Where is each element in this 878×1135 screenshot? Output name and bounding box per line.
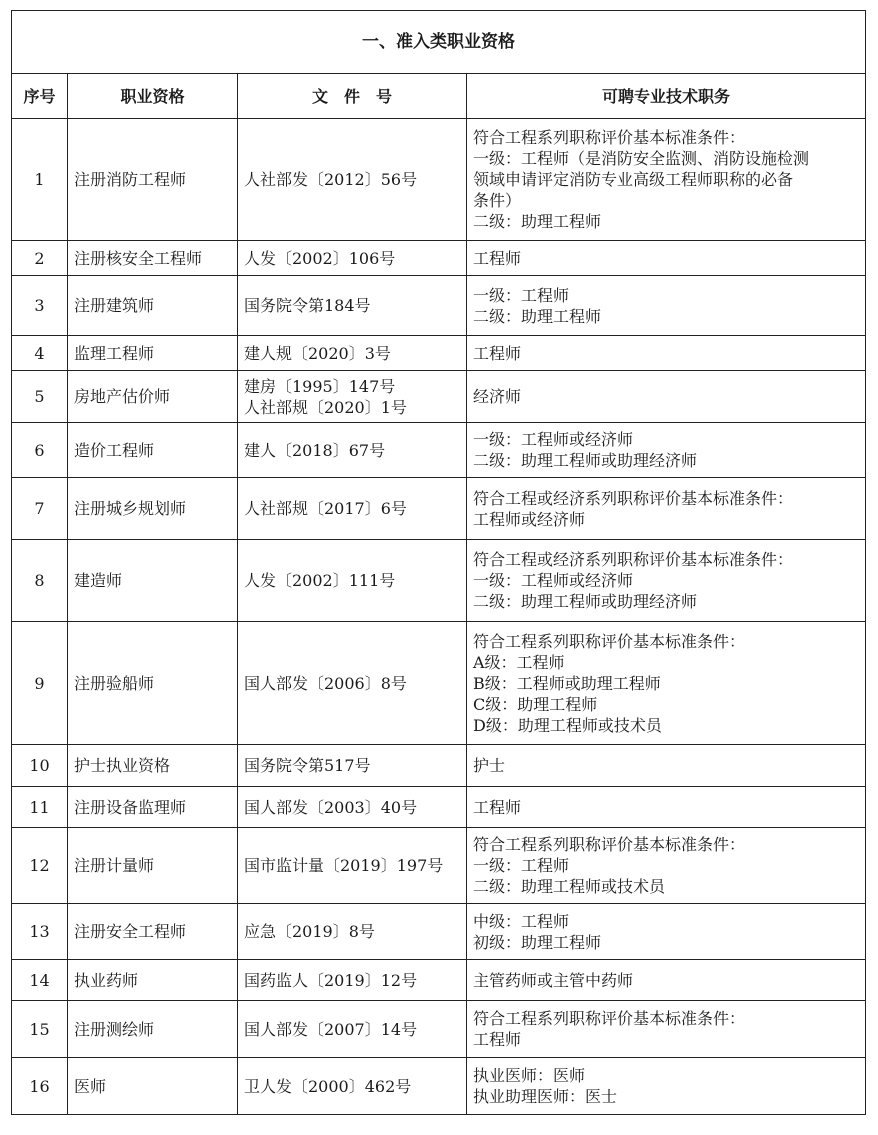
duty-cell <box>467 745 866 787</box>
duty-line: 二级：助理工程师或助理经济师 <box>473 592 698 611</box>
duty-line: 执业医师：医师 <box>473 1066 586 1085</box>
qualification-table <box>11 10 866 1115</box>
table-row <box>12 423 866 478</box>
header-duty: 可聘专业技术职务 <box>467 74 866 119</box>
table-row <box>12 276 866 336</box>
document-line: 国药监人〔2019〕12号 <box>244 970 418 990</box>
table-row <box>12 904 866 960</box>
duty-line: 一级：工程师 <box>473 285 570 305</box>
document-number <box>238 787 467 828</box>
document-line: 建人〔2018〕67号 <box>244 440 386 460</box>
duty-line: 一级：工程师 <box>473 856 570 875</box>
duty-cell <box>467 960 866 1001</box>
row-number: 8 <box>12 540 68 622</box>
duty-line: 符合工程或经济系列职称评价基本标准条件： <box>473 488 794 508</box>
duty-line: A级：工程师 <box>473 652 565 672</box>
duty-line: C级：助理工程师 <box>473 694 598 714</box>
row-number: 5 <box>12 371 68 423</box>
duty-line: 符合工程系列职称评价基本标准条件： <box>473 1009 746 1028</box>
duty-line: 二级：助理工程师或助理经济师 <box>473 451 698 470</box>
document-line: 卫人发〔2000〕462号 <box>244 1076 412 1096</box>
qualification-name: 注册建筑师 <box>68 276 238 336</box>
duty-line: 符合工程系列职称评价基本标准条件： <box>473 631 746 651</box>
document-line: 人社部发〔2012〕56号 <box>244 170 418 189</box>
duty-line: 符合工程系列职称评价基本标准条件： <box>473 835 746 854</box>
duty-line: D级：助理工程师或技术员 <box>473 715 662 735</box>
document-number <box>238 336 467 371</box>
duty-line: 符合工程系列职称评价基本标准条件： <box>473 128 746 147</box>
document-line: 国务院令第184号 <box>244 296 371 315</box>
duty-line: 符合工程或经济系列职称评价基本标准条件： <box>473 550 794 569</box>
duty-line: 工程师 <box>473 797 522 817</box>
document-number <box>238 540 467 622</box>
duty-line: B级：工程师或助理工程师 <box>473 673 661 693</box>
table-title: 一、准入类职业资格 <box>12 11 866 74</box>
qualification-name: 注册城乡规划师 <box>68 478 238 540</box>
table-row <box>12 371 866 423</box>
row-number: 6 <box>12 423 68 478</box>
duty-cell <box>467 371 866 423</box>
qualification-name: 注册设备监理师 <box>68 787 238 828</box>
duty-line: 条件） <box>473 191 522 210</box>
document-number <box>238 276 467 336</box>
table-row <box>12 119 866 241</box>
duty-line: 工程师 <box>473 1030 522 1049</box>
duty-line: 工程师 <box>473 343 522 363</box>
document-line: 国务院令第517号 <box>244 756 371 775</box>
document-number <box>238 622 467 745</box>
duty-line: 护士 <box>473 756 506 775</box>
duty-cell <box>467 241 866 276</box>
qualification-name: 执业药师 <box>68 960 238 1001</box>
document-line: 人发〔2002〕106号 <box>244 248 396 268</box>
qualification-name: 注册核安全工程师 <box>68 241 238 276</box>
document-line: 国人部发〔2006〕8号 <box>244 673 407 693</box>
table-row <box>12 540 866 622</box>
duty-line: 工程师 <box>473 248 522 268</box>
table-row <box>12 1058 866 1115</box>
duty-line: 领域申请评定消防专业高级工程师职称的必备 <box>473 170 794 189</box>
duty-cell <box>467 423 866 478</box>
table-row <box>12 1001 866 1058</box>
duty-line: 中级：工程师 <box>473 911 570 931</box>
table-row <box>12 241 866 276</box>
duty-cell <box>467 119 866 241</box>
row-number: 11 <box>12 787 68 828</box>
duty-line: 二级：助理工程师 <box>473 212 602 231</box>
row-number: 16 <box>12 1058 68 1115</box>
table-row <box>12 745 866 787</box>
document-number <box>238 371 467 423</box>
document-number <box>238 960 467 1001</box>
duty-line: 二级：助理工程师 <box>473 306 602 326</box>
row-number: 1 <box>12 119 68 241</box>
table-row <box>12 960 866 1001</box>
duty-line: 执业助理医师：医士 <box>473 1087 618 1106</box>
duty-cell <box>467 1058 866 1115</box>
document-number <box>238 423 467 478</box>
table-row <box>12 787 866 828</box>
duty-cell <box>467 787 866 828</box>
document-number <box>238 1058 467 1115</box>
duty-line: 一级：工程师或经济师 <box>473 571 634 590</box>
document-number <box>238 119 467 241</box>
qualification-name: 房地产估价师 <box>68 371 238 423</box>
duty-line: 一级：工程师或经济师 <box>473 430 634 449</box>
duty-cell <box>467 828 866 904</box>
row-number: 14 <box>12 960 68 1001</box>
document-number <box>238 904 467 960</box>
row-number: 4 <box>12 336 68 371</box>
document-number <box>238 478 467 540</box>
row-number: 2 <box>12 241 68 276</box>
duty-cell <box>467 540 866 622</box>
qualification-name: 注册计量师 <box>68 828 238 904</box>
qualification-name: 注册验船师 <box>68 622 238 745</box>
document-line: 国市监计量〔2019〕197号 <box>244 856 444 875</box>
duty-cell <box>467 478 866 540</box>
qualification-name: 注册安全工程师 <box>68 904 238 960</box>
duty-line: 工程师或经济师 <box>473 509 586 529</box>
document-line: 建房〔1995〕147号 <box>244 376 396 396</box>
qualification-name: 注册测绘师 <box>68 1001 238 1058</box>
document-line: 国人部发〔2003〕40号 <box>244 797 418 817</box>
header-no: 序号 <box>12 74 68 119</box>
header-row <box>12 74 866 119</box>
duty-cell <box>467 904 866 960</box>
document-line: 建人规〔2020〕3号 <box>244 343 391 363</box>
header-document: 文 件 号 <box>238 74 467 119</box>
qualification-name: 监理工程师 <box>68 336 238 371</box>
row-number: 10 <box>12 745 68 787</box>
duty-cell <box>467 276 866 336</box>
table-row <box>12 478 866 540</box>
document-number <box>238 241 467 276</box>
duty-cell <box>467 336 866 371</box>
table-body <box>12 119 866 1115</box>
duty-line: 主管药师或主管中药师 <box>473 970 634 990</box>
table-row <box>12 336 866 371</box>
table-row <box>12 622 866 745</box>
row-number: 15 <box>12 1001 68 1058</box>
document-line: 人社部规〔2017〕6号 <box>244 499 407 518</box>
row-number: 9 <box>12 622 68 745</box>
qualification-name: 建造师 <box>68 540 238 622</box>
qualification-name: 护士执业资格 <box>68 745 238 787</box>
document-number <box>238 745 467 787</box>
duty-cell <box>467 1001 866 1058</box>
row-number: 13 <box>12 904 68 960</box>
row-number: 7 <box>12 478 68 540</box>
header-qualification: 职业资格 <box>68 74 238 119</box>
document-line: 国人部发〔2007〕14号 <box>244 1019 418 1039</box>
document-number <box>238 1001 467 1058</box>
duty-line: 经济师 <box>473 387 522 406</box>
duty-line: 初级：助理工程师 <box>473 932 602 952</box>
table-row <box>12 828 866 904</box>
qualification-name: 医师 <box>68 1058 238 1115</box>
qualification-name: 造价工程师 <box>68 423 238 478</box>
document-line: 应急〔2019〕8号 <box>244 922 375 941</box>
duty-line: 一级：工程师（是消防安全监测、消防设施检测 <box>473 149 810 168</box>
row-number: 3 <box>12 276 68 336</box>
document-line: 人社部规〔2020〕1号 <box>244 397 407 417</box>
qualification-name: 注册消防工程师 <box>68 119 238 241</box>
duty-line: 二级：助理工程师或技术员 <box>473 877 666 896</box>
row-number: 12 <box>12 828 68 904</box>
document-number <box>238 828 467 904</box>
duty-cell <box>467 622 866 745</box>
document-line: 人发〔2002〕111号 <box>244 571 396 590</box>
